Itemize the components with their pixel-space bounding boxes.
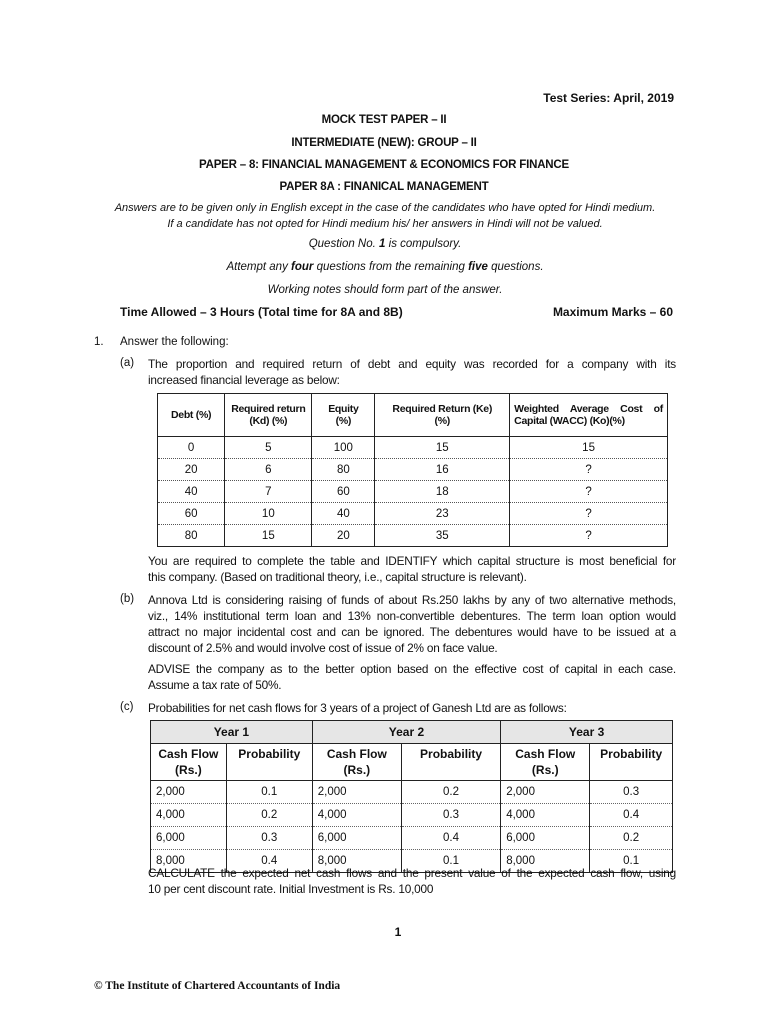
cell-probability: 0.1	[401, 850, 500, 873]
table-row	[158, 481, 668, 503]
max-marks: Maximum Marks – 60	[552, 305, 673, 319]
header-wacc	[510, 394, 668, 437]
table-row	[151, 781, 673, 804]
part-b-line3: attract no major incidental cost and can be ignored. The debentures would have to be issued at a	[148, 625, 676, 639]
header-cf-line1: Cash Flow	[515, 747, 576, 761]
cell-debt: 40	[158, 481, 225, 503]
attempt-text-pre: Attempt any	[226, 261, 292, 273]
question-intro: Answer the following:	[120, 336, 229, 348]
cell-cash-flow: 8,000	[501, 850, 590, 873]
compulsory-text-pre: Question No.	[308, 238, 380, 250]
part-a-after-line1: You are required to complete the table and IDENTIFY which capital structure is most beneficial for	[148, 554, 676, 568]
cell-ke: 35	[375, 525, 510, 547]
cell-probability: 0.4	[590, 804, 673, 827]
page-number: 1	[394, 925, 402, 939]
part-b-line6: Assume a tax rate of 50%.	[148, 678, 282, 692]
cell-probability: 0.4	[401, 827, 500, 850]
question-number: 1.	[94, 336, 104, 348]
part-b-line4: discount of 2.5% and would involve cost of issue of 2% on face value.	[148, 641, 498, 655]
cell-cash-flow: 2,000	[312, 781, 401, 804]
instruction-compulsory	[60, 238, 710, 250]
cell-probability: 0.1	[226, 781, 312, 804]
instruction-line1: Answers are to be given only in English except in the case of the candidates who have opted for Hindi medium.	[114, 202, 656, 214]
cell-cash-flow: 4,000	[501, 804, 590, 827]
cell-wacc: ?	[510, 459, 668, 481]
test-series-label: Test Series: April, 2019	[543, 91, 674, 105]
cell-probability: 0.2	[226, 804, 312, 827]
table-row	[158, 525, 668, 547]
cell-cash-flow: 6,000	[312, 827, 401, 850]
part-b-text	[148, 592, 676, 693]
header-equity	[312, 394, 375, 437]
table-row	[158, 437, 668, 459]
paper-title-line1: MOCK TEST PAPER – II	[321, 114, 447, 126]
cell-wacc: ?	[510, 503, 668, 525]
attempt-five: five	[468, 261, 488, 273]
cell-debt: 0	[158, 437, 225, 459]
compulsory-text-post: is compulsory.	[385, 238, 462, 250]
capital-structure-table	[157, 393, 668, 547]
cell-wacc: 15	[510, 437, 668, 459]
attempt-text-mid: questions from the remaining	[313, 261, 469, 273]
header-wacc-line2: Capital (WACC) (Ko)(%)	[514, 415, 625, 427]
cell-debt: 20	[158, 459, 225, 481]
paper-title-line4: PAPER 8A : FINANICAL MANAGEMENT	[279, 181, 489, 193]
cell-probability: 0.3	[401, 804, 500, 827]
header-equity-line2: (%)	[335, 415, 352, 427]
header-cf-line1: Cash Flow	[158, 747, 219, 761]
compulsory-number: 1	[379, 238, 386, 250]
part-a-text-line2: increased financial leverage as below:	[148, 373, 340, 387]
part-b-line2: viz., 14% institutional term loan and 13% non-convertible debentures. The term loan option would	[148, 609, 676, 623]
table-row	[158, 459, 668, 481]
cell-probability: 0.2	[590, 827, 673, 850]
paper-title-line2: INTERMEDIATE (NEW): GROUP – II	[291, 137, 477, 149]
cell-ke: 15	[375, 437, 510, 459]
header-ke	[375, 394, 510, 437]
cell-kd: 10	[225, 503, 312, 525]
cell-cash-flow: 4,000	[151, 804, 227, 827]
cell-debt: 60	[158, 503, 225, 525]
part-c-after-text	[148, 865, 676, 897]
cell-probability: 0.4	[226, 850, 312, 873]
cell-equity: 60	[312, 481, 375, 503]
cell-probability: 0.2	[401, 781, 500, 804]
header-cash-flow	[501, 744, 590, 781]
part-a-label: (a)	[120, 357, 135, 369]
header-ke-line1: Required Return (Ke)	[392, 403, 493, 415]
part-c-text: Probabilities for net cash flows for 3 years of a project of Ganesh Ltd are as follows:	[148, 701, 567, 715]
cell-wacc: ?	[510, 481, 668, 503]
cell-kd: 5	[225, 437, 312, 459]
paper-title-line3: PAPER – 8: FINANCIAL MANAGEMENT & ECONOMICS FOR FINANCE	[198, 159, 569, 171]
time-allowed: Time Allowed – 3 Hours (Total time for 8A and 8B)	[120, 305, 403, 319]
part-a-text	[148, 356, 676, 388]
cell-cash-flow: 2,000	[501, 781, 590, 804]
header-debt: Debt (%)	[158, 394, 225, 437]
header-year-1: Year 1	[151, 721, 313, 744]
cell-equity: 100	[312, 437, 375, 459]
table-header-row	[158, 394, 668, 437]
part-c-label: (c)	[120, 701, 134, 713]
part-b-line5: ADVISE the company as to the better option based on the effective cost of capital in each case.	[148, 662, 676, 676]
cell-ke: 18	[375, 481, 510, 503]
copyright-footer: © The Institute of Chartered Accountants of India	[94, 980, 341, 992]
cell-equity: 20	[312, 525, 375, 547]
cell-probability: 0.3	[590, 781, 673, 804]
header-cf-line1: Cash Flow	[326, 747, 387, 761]
cell-kd: 6	[225, 459, 312, 481]
cell-cash-flow: 8,000	[312, 850, 401, 873]
header-kd-line2: (Kd) (%)	[249, 415, 288, 427]
cell-equity: 80	[312, 459, 375, 481]
cell-ke: 16	[375, 459, 510, 481]
cell-cash-flow: 2,000	[151, 781, 227, 804]
table-row	[151, 804, 673, 827]
instruction-working-notes: Working notes should form part of the answer.	[267, 284, 503, 296]
part-a-text-line1: The proportion and required return of debt and equity was recorded for a company with its	[148, 357, 676, 371]
part-b-label: (b)	[120, 593, 135, 605]
cell-probability: 0.3	[226, 827, 312, 850]
table-row	[151, 827, 673, 850]
cell-wacc: ?	[510, 525, 668, 547]
part-c-after-line2: 10 per cent discount rate. Initial Investment is Rs. 10,000	[148, 882, 434, 896]
cell-debt: 80	[158, 525, 225, 547]
cell-cash-flow: 4,000	[312, 804, 401, 827]
header-probability: Probability	[226, 744, 312, 781]
cell-kd: 7	[225, 481, 312, 503]
cell-probability: 0.1	[590, 850, 673, 873]
header-equity-line1: Equity	[328, 403, 359, 415]
cell-cash-flow: 8,000	[151, 850, 227, 873]
header-cf-line2: (Rs.)	[343, 763, 371, 777]
attempt-text-post: questions.	[487, 261, 544, 273]
year-header-row	[151, 721, 673, 744]
header-year-2: Year 2	[312, 721, 500, 744]
header-ke-line2: (%)	[434, 415, 450, 427]
instruction-line2: If a candidate has not opted for Hindi medium his/ her answers in Hindi will not be valued.	[167, 218, 603, 230]
header-kd-line1: Required return	[231, 403, 306, 415]
cash-flow-probability-table	[150, 720, 673, 873]
attempt-four: four	[291, 261, 314, 273]
part-a-after-text	[148, 553, 676, 585]
header-cash-flow	[151, 744, 227, 781]
cell-cash-flow: 6,000	[151, 827, 227, 850]
header-probability: Probability	[590, 744, 673, 781]
cell-equity: 40	[312, 503, 375, 525]
cell-cash-flow: 6,000	[501, 827, 590, 850]
instruction-attempt	[60, 261, 710, 273]
header-year-3: Year 3	[501, 721, 673, 744]
header-probability: Probability	[401, 744, 500, 781]
header-kd	[225, 394, 312, 437]
cell-kd: 15	[225, 525, 312, 547]
header-cf-line2: (Rs.)	[175, 763, 202, 777]
header-cash-flow	[312, 744, 401, 781]
table-row	[158, 503, 668, 525]
part-c-after-line1: CALCULATE the expected net cash flows and the present value of the expected cash flow, using	[148, 866, 676, 880]
header-wacc-line1: Weighted Average Cost of	[514, 403, 663, 415]
header-cf-line2: (Rs.)	[531, 763, 559, 777]
part-b-line1: Annova Ltd is considering raising of funds of about Rs.250 lakhs by any of two alternative methods,	[148, 593, 676, 607]
part-a-after-line2: this company. (Based on traditional theory, i.e., capital structure is relevant).	[148, 570, 527, 584]
subheader-row	[151, 744, 673, 781]
cell-ke: 23	[375, 503, 510, 525]
